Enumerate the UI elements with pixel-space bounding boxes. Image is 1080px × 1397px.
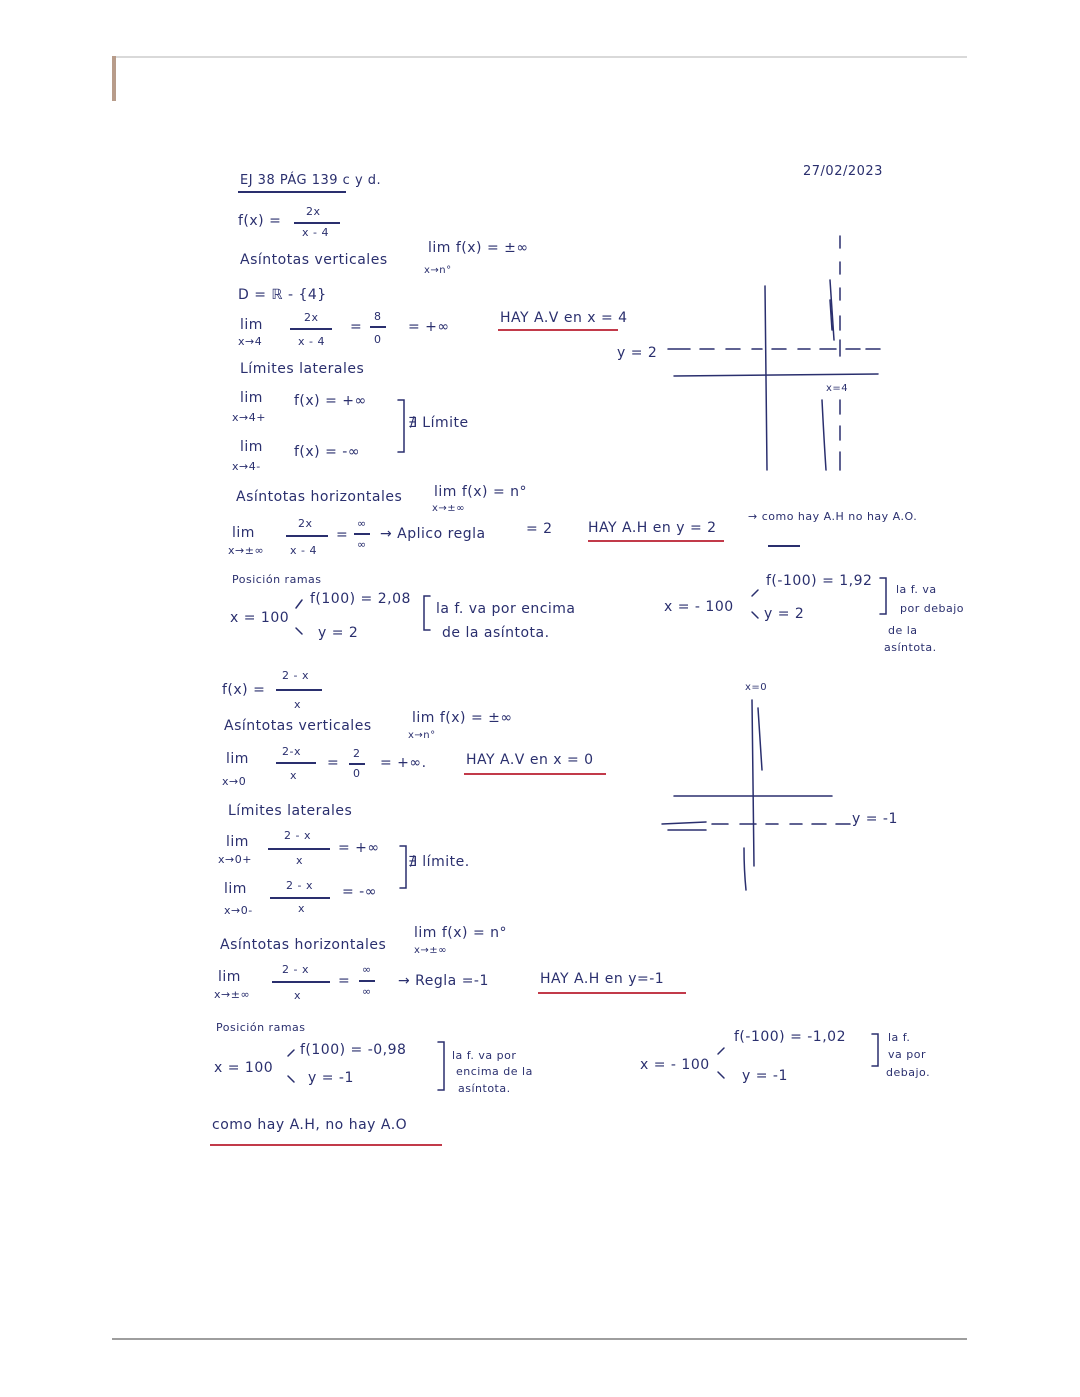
- c-lim-word: lim: [240, 317, 263, 333]
- c-lat1-value: f(x) = +∞: [294, 393, 367, 409]
- c-graph-y-label: y = 2: [617, 345, 658, 361]
- c-ah-limit: lim f(x) = n°: [434, 484, 528, 500]
- d-above-note-3: asíntota.: [458, 1082, 511, 1095]
- c-ah-title: Asíntotas horizontales: [236, 489, 403, 505]
- d-ao-note: como hay A.H, no hay A.O: [212, 1117, 408, 1133]
- d-va-limit-sub: x→n°: [408, 730, 436, 741]
- c-position-title: Posición ramas: [232, 573, 322, 586]
- c-graph-x-label: x=4: [826, 383, 849, 394]
- c-eight: 8: [374, 310, 382, 323]
- d-below-note-3: debajo.: [886, 1066, 931, 1079]
- c-ah-lim2: lim: [232, 525, 255, 541]
- d-function-label: f(x) =: [222, 682, 266, 698]
- d-lim-sub: x→0: [222, 775, 247, 788]
- d-ah-lim2: lim: [218, 969, 241, 985]
- c-no-limit: ∄ Límite: [408, 415, 469, 431]
- c-ah-denominator: x - 4: [290, 544, 317, 557]
- d-two: 2: [353, 747, 361, 760]
- c-f100: f(100) = 2,08: [310, 591, 411, 607]
- c-below-note-2: por debajo: [900, 602, 964, 615]
- d-lim-equals: =: [327, 755, 340, 771]
- c-zero: 0: [374, 333, 382, 346]
- d-graph-x-label: x=0: [745, 682, 768, 693]
- c-plus-inf: = +∞: [408, 319, 450, 335]
- d-lim-numerator: 2-x: [282, 745, 301, 758]
- d-function-numerator: 2 - x: [282, 669, 309, 682]
- c-lim-equals: =: [350, 319, 363, 335]
- c-lat2-lim: lim: [240, 439, 263, 455]
- d-branch-up-2: [718, 1048, 724, 1054]
- c-ah-eq2: = 2: [526, 521, 553, 537]
- d-above-bracket: [438, 1042, 444, 1090]
- d-ah-inf-den: ∞: [362, 985, 372, 998]
- d-ah-limit: lim f(x) = n°: [414, 925, 508, 941]
- d-below-note-2: va por: [888, 1048, 926, 1061]
- c-below-note-3: de la: [888, 624, 918, 637]
- c-below-note-4: asíntota.: [884, 641, 937, 654]
- c-branch-up: [296, 600, 302, 608]
- d-branch-down: [288, 1076, 294, 1082]
- d-lat2-lim: lim: [224, 881, 247, 897]
- d-va-title: Asíntotas verticales: [224, 718, 372, 734]
- d-va-result: HAY A.V en x = 0: [466, 752, 594, 768]
- c-above-note-2: de la asíntota.: [442, 625, 550, 641]
- d-lat2-sub: x→0-: [224, 904, 253, 917]
- d-below-note-1: la f.: [888, 1031, 911, 1044]
- d-graph-branch-bottom: [744, 848, 746, 890]
- d-lat2-value: = -∞: [342, 884, 377, 900]
- c-graph-y-axis: [765, 286, 767, 470]
- c-above-note-1: la f. va por encima: [436, 601, 576, 617]
- d-ym1: y = -1: [308, 1070, 354, 1086]
- date: 27/02/2023: [803, 164, 883, 179]
- c-lat2-value: f(x) = -∞: [294, 444, 360, 460]
- d-lat1-numerator: 2 - x: [284, 829, 311, 842]
- c-lateral-title: Límites laterales: [240, 361, 365, 377]
- d-above-note-1: la f. va por: [452, 1049, 517, 1062]
- c-above-bracket: [424, 596, 430, 630]
- d-ah-result: HAY A.H en y=-1: [540, 971, 665, 987]
- d-x100: x = 100: [214, 1060, 274, 1076]
- d-fm100: f(-100) = -1,02: [734, 1029, 846, 1045]
- c-lat1-sub: x→4+: [232, 411, 266, 424]
- c-y2: y = 2: [318, 625, 359, 641]
- exercise-title: EJ 38 PÁG 139 c y d.: [240, 173, 382, 188]
- c-va-limit-sub: x→n°: [424, 265, 452, 276]
- c-ah-rule: → Aplico regla: [380, 526, 486, 542]
- d-lat2-denominator: x: [298, 902, 306, 915]
- c-lat2-sub: x→4-: [232, 460, 261, 473]
- c-fm100: f(-100) = 1,92: [766, 573, 873, 589]
- c-ah-limit-sub: x→±∞: [432, 503, 466, 514]
- c-below-bracket: [880, 578, 886, 614]
- d-lat1-sub: x→0+: [218, 853, 252, 866]
- c-below-note-1: la f. va: [896, 583, 937, 596]
- c-graph-branch-left: [822, 400, 826, 470]
- d-ah-numerator: 2 - x: [282, 963, 309, 976]
- c-lim-numerator: 2x: [304, 311, 319, 324]
- d-branch-down-2: [718, 1072, 724, 1078]
- d-ah-inf-num: ∞: [362, 963, 372, 976]
- d-lateral-title: Límites laterales: [228, 803, 353, 819]
- c-function-denominator: x - 4: [302, 226, 329, 239]
- d-graph-h-asymptote: [662, 822, 850, 824]
- d-ah-title: Asíntotas horizontales: [220, 937, 387, 953]
- d-zero: 0: [353, 767, 361, 780]
- c-xm100: x = - 100: [664, 599, 734, 615]
- d-lim-word: lim: [226, 751, 249, 767]
- c-function-numerator: 2x: [306, 205, 321, 218]
- c-graph-x-axis: [674, 374, 878, 376]
- c-va-result: HAY A.V en x = 4: [500, 310, 628, 326]
- c-ah-result: HAY A.H en y = 2: [588, 520, 717, 536]
- d-lat1-denominator: x: [296, 854, 304, 867]
- c-ah-sub2: x→±∞: [228, 544, 265, 557]
- c-lateral-bracket: [398, 400, 404, 452]
- d-lateral-bracket: [400, 846, 406, 888]
- c-va-title: Asíntotas verticales: [240, 252, 388, 268]
- d-no-limit: ∄ límite.: [408, 854, 470, 870]
- c-branch-up-2: [752, 590, 758, 596]
- d-branch-up: [288, 1050, 294, 1056]
- d-lat1-lim: lim: [226, 834, 249, 850]
- d-f100: f(100) = -0,98: [300, 1042, 407, 1058]
- d-ah-rule: → Regla =-1: [398, 973, 489, 989]
- d-ym1b: y = -1: [742, 1068, 788, 1084]
- d-ah-denominator: x: [294, 989, 302, 1002]
- c-x100: x = 100: [230, 610, 290, 626]
- c-lim-sub: x→4: [238, 335, 263, 348]
- c-va-limit: lim f(x) = ±∞: [428, 240, 529, 256]
- d-lat1-value: = +∞: [338, 840, 380, 856]
- d-ah-limit-sub: x→±∞: [414, 945, 448, 956]
- c-function-label: f(x) =: [238, 213, 282, 229]
- d-va-limit: lim f(x) = ±∞: [412, 710, 513, 726]
- d-graph-y-axis: [752, 700, 754, 866]
- c-ah-inf-den: ∞: [357, 538, 367, 551]
- c-ym2: y = 2: [764, 606, 805, 622]
- d-ah-sub2: x→±∞: [214, 988, 251, 1001]
- d-lat2-numerator: 2 - x: [286, 879, 313, 892]
- d-lim-denominator: x: [290, 769, 298, 782]
- d-ah-equals: =: [338, 973, 351, 989]
- d-below-bracket: [872, 1034, 878, 1066]
- c-lat1-lim: lim: [240, 390, 263, 406]
- d-xm100: x = - 100: [640, 1057, 710, 1073]
- c-ah-equals: =: [336, 527, 349, 543]
- c-domain: D = ℝ - {4}: [238, 287, 327, 303]
- d-position-title: Posición ramas: [216, 1021, 306, 1034]
- c-ah-inf-num: ∞: [357, 517, 367, 530]
- d-graph-branch-top: [758, 708, 762, 770]
- c-branch-down-2: [752, 612, 758, 618]
- c-lim-denominator: x - 4: [298, 335, 325, 348]
- d-graph-y-label: y = -1: [852, 811, 898, 827]
- d-above-note-2: encima de la: [456, 1065, 533, 1078]
- d-plus-inf: = +∞.: [380, 755, 427, 771]
- c-ah-numerator: 2x: [298, 517, 313, 530]
- d-function-denominator: x: [294, 698, 302, 711]
- c-ao-note: → como hay A.H no hay A.O.: [748, 510, 918, 523]
- c-branch-down: [296, 628, 302, 634]
